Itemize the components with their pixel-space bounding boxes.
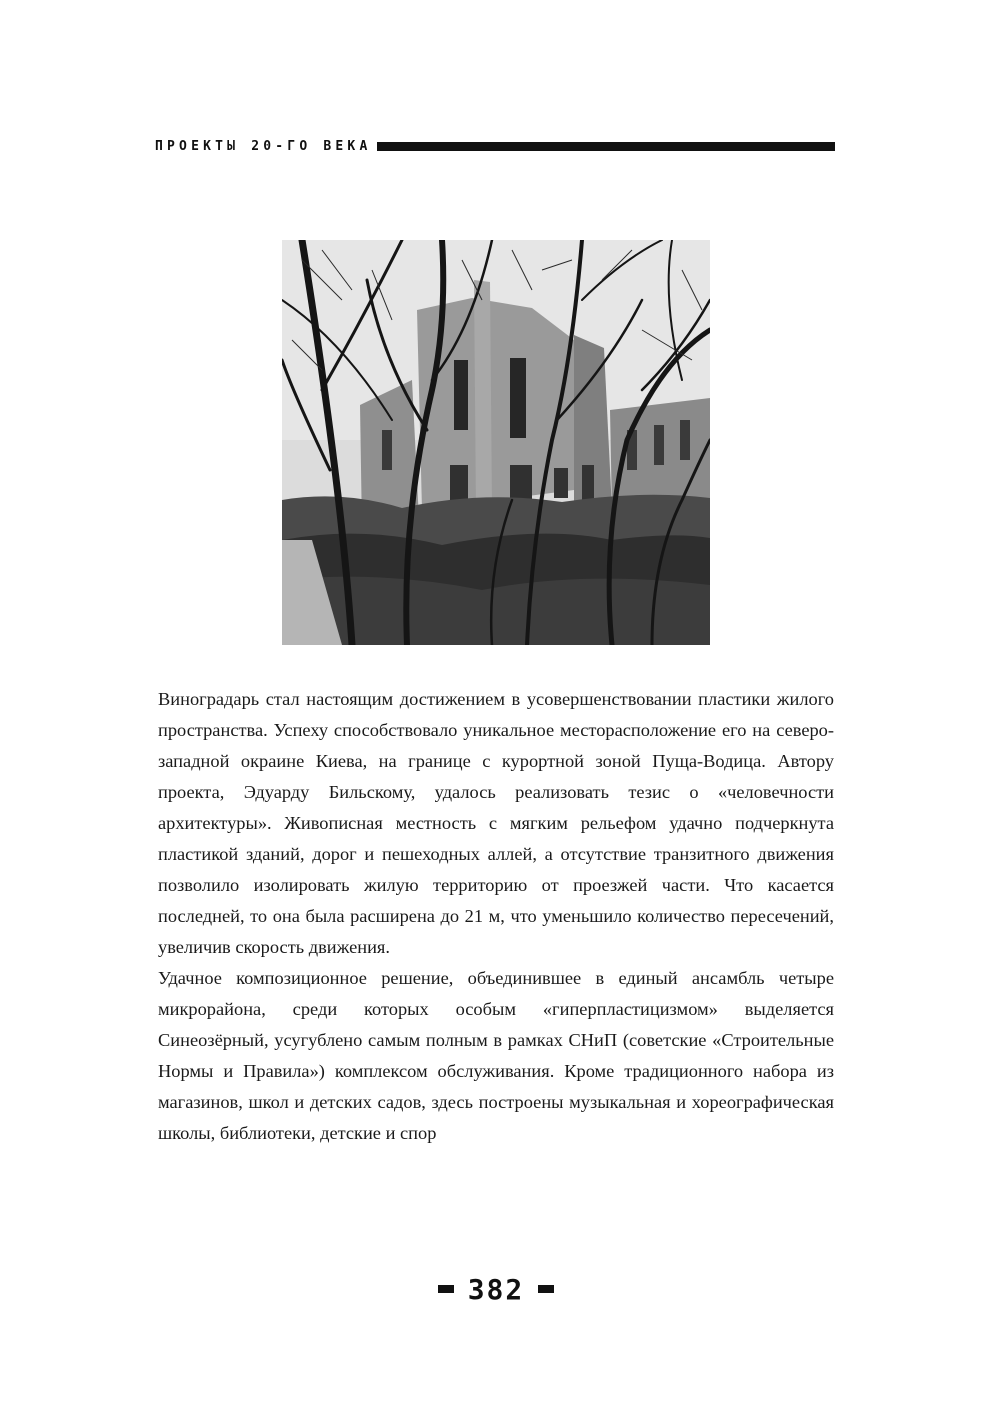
paragraph: Виноградарь стал настоящим достижением в усовершенствовании пластики жилого пространства. Успеху способствовало уникальное месторасположение его на северо-западной окраине Киева, на границе с курортной зоной Пуща-Водица. Автору проекта, Эдуарду Бильскому, удалось реализовать тезис о «человечности архитектуры». Живописная местность с мягким рельефом удачно подчеркнута пластикой зданий, дорог и пешеходных аллей, а отсутствие транзитного движения позволило изолировать жилую территорию от проезжей части. Что касается последней, то она была расширена до 21 м, что уменьшило количество пересечений, увеличив скорость движения. bbox=[158, 689, 834, 957]
page-footer bbox=[0, 1272, 992, 1306]
body-text bbox=[158, 684, 834, 1149]
building-photo bbox=[282, 240, 710, 645]
header-rule bbox=[377, 142, 835, 151]
folio-right-square bbox=[538, 1285, 554, 1293]
running-header-title: ПРОЕКТЫ 20-ГО ВЕКА bbox=[155, 138, 372, 154]
running-header bbox=[155, 137, 835, 155]
page-number: 382 bbox=[467, 1272, 525, 1306]
folio-left-square bbox=[438, 1285, 454, 1293]
paragraph: Удачное композиционное решение, объединившее в единый ансамбль четыре микрорайона, среди которых особым «гиперпластицизмом» выделяется Синеозёрный, усугублено самым полным в рамках СНиП (советские «Строительные Нормы и Правила») комплексом обслуживания. Кроме традиционного набора из магазинов, школ и детских садов, здесь построены музыкальная и хореографическая школы, библиотеки, детские и спор bbox=[158, 968, 834, 1143]
